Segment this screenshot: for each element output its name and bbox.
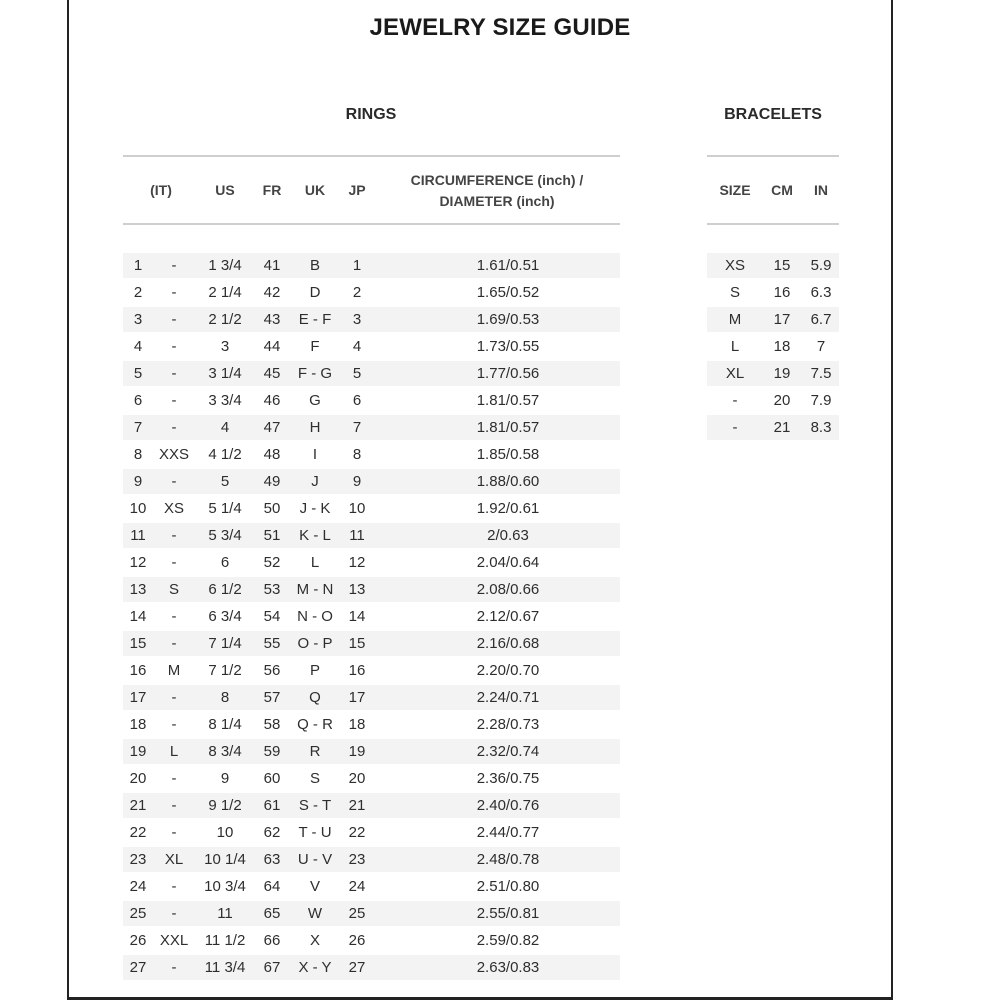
- cell-fr: 43: [263, 311, 281, 328]
- cell-circumference-diameter: 2.08/0.66: [476, 581, 540, 598]
- cell-uk: T - U: [298, 824, 332, 841]
- rings-table-row: [123, 739, 620, 764]
- cell-fr: 61: [263, 797, 281, 814]
- cell-jp: 7: [352, 419, 362, 436]
- cell-number: 16: [129, 662, 147, 679]
- cell-us: 6 3/4: [208, 608, 242, 625]
- cell-size: -: [732, 419, 738, 436]
- cell-cm: 15: [773, 257, 791, 274]
- cell-cm: 19: [773, 365, 791, 382]
- cell-us: 8 3/4: [208, 743, 242, 760]
- cell-circumference-diameter: 2.16/0.68: [476, 635, 540, 652]
- cell-jp: 20: [348, 770, 366, 787]
- cell-number: 6: [133, 392, 143, 409]
- cell-uk: L: [310, 554, 320, 571]
- cell-us: 6 1/2: [208, 581, 242, 598]
- cell-uk: M - N: [296, 581, 334, 598]
- cell-jp: 12: [348, 554, 366, 571]
- rings-header-jp: JP: [348, 182, 366, 198]
- cell-uk: R: [309, 743, 321, 760]
- cell-number: 22: [129, 824, 147, 841]
- cell-fr: 42: [263, 284, 281, 301]
- cell-number: 1: [133, 257, 143, 274]
- cell-in: 7.9: [810, 392, 832, 409]
- cell-jp: 8: [352, 446, 362, 463]
- cell-number: 12: [129, 554, 147, 571]
- cell-fr: 56: [263, 662, 281, 679]
- cell-jp: 3: [352, 311, 362, 328]
- rings-table-row: [123, 523, 620, 548]
- cell-uk: X - Y: [298, 959, 332, 976]
- cell-it: -: [171, 392, 177, 409]
- cell-circumference-diameter: 2.36/0.75: [476, 770, 540, 787]
- cell-us: 11 3/4: [204, 959, 246, 976]
- cell-fr: 48: [263, 446, 281, 463]
- cell-it: -: [171, 311, 177, 328]
- cell-circumference-diameter: 1.92/0.61: [476, 500, 540, 517]
- cell-number: 15: [129, 635, 147, 652]
- cell-circumference-diameter: 2.20/0.70: [476, 662, 540, 679]
- cell-circumference-diameter: 1.88/0.60: [476, 473, 540, 490]
- cell-number: 24: [129, 878, 147, 895]
- bracelets-header-in: IN: [814, 182, 828, 198]
- cell-uk: U - V: [297, 851, 333, 868]
- rings-header-it: (IT): [150, 182, 172, 198]
- rings-table-row: [123, 307, 620, 332]
- cell-it: M: [167, 662, 181, 679]
- cell-jp: 10: [348, 500, 366, 517]
- cell-uk: P: [309, 662, 320, 679]
- cell-number: 3: [133, 311, 143, 328]
- cell-in: 6.3: [810, 284, 832, 301]
- rings-table-row: [123, 388, 620, 413]
- cell-in: 7: [816, 338, 826, 355]
- cell-jp: 6: [352, 392, 362, 409]
- cell-jp: 23: [348, 851, 366, 868]
- rings-table-row: [123, 442, 620, 467]
- cell-us: 9 1/2: [208, 797, 242, 814]
- cell-us: 2 1/4: [208, 284, 242, 301]
- cell-it: XXL: [159, 932, 189, 949]
- cell-uk: N - O: [297, 608, 333, 625]
- bracelets-table-row: [707, 280, 839, 305]
- cell-size: -: [732, 392, 738, 409]
- cell-us: 9: [220, 770, 230, 787]
- cell-jp: 19: [348, 743, 366, 760]
- bracelets-table-row: [707, 361, 839, 386]
- cell-circumference-diameter: 2.51/0.80: [476, 878, 540, 895]
- cell-jp: 2: [352, 284, 362, 301]
- cell-cm: 20: [773, 392, 791, 409]
- cell-uk: Q - R: [297, 716, 333, 733]
- cell-fr: 52: [263, 554, 281, 571]
- cell-it: -: [171, 689, 177, 706]
- cell-uk: O - P: [297, 635, 333, 652]
- cell-fr: 46: [263, 392, 281, 409]
- cell-fr: 64: [263, 878, 281, 895]
- cell-us: 5 1/4: [208, 500, 242, 517]
- cell-jp: 24: [348, 878, 366, 895]
- cell-it: -: [171, 770, 177, 787]
- rings-table-row: [123, 793, 620, 818]
- rings-table-row: [123, 604, 620, 629]
- cell-fr: 50: [263, 500, 281, 517]
- cell-number: 11: [130, 527, 146, 544]
- cell-circumference-diameter: 1.65/0.52: [476, 284, 540, 301]
- cell-fr: 65: [263, 905, 281, 922]
- cell-jp: 4: [352, 338, 362, 355]
- cell-number: 21: [129, 797, 147, 814]
- cell-circumference-diameter: 2.32/0.74: [476, 743, 540, 760]
- cell-fr: 66: [263, 932, 281, 949]
- rings-table-row: [123, 496, 620, 521]
- rings-table-row: [123, 631, 620, 656]
- cell-jp: 18: [348, 716, 366, 733]
- cell-jp: 17: [348, 689, 366, 706]
- cell-circumference-diameter: 2.24/0.71: [476, 689, 540, 706]
- cell-fr: 45: [263, 365, 281, 382]
- rings-table-row: [123, 874, 620, 899]
- cell-jp: 15: [348, 635, 366, 652]
- cell-uk: Q: [309, 689, 321, 706]
- frame-left-border: [67, 0, 69, 1000]
- rings-header-top-divider: [123, 155, 620, 157]
- cell-us: 10: [216, 824, 234, 841]
- cell-jp: 25: [348, 905, 366, 922]
- cell-number: 10: [129, 500, 147, 517]
- cell-it: -: [171, 419, 177, 436]
- cell-uk: I: [312, 446, 318, 463]
- cell-us: 5: [220, 473, 230, 490]
- cell-fr: 41: [263, 257, 281, 274]
- cell-circumference-diameter: 2.44/0.77: [476, 824, 540, 841]
- cell-uk: V: [309, 878, 320, 895]
- cell-it: -: [171, 635, 177, 652]
- cell-us: 7 1/4: [208, 635, 242, 652]
- cell-jp: 27: [348, 959, 366, 976]
- cell-uk: E - F: [298, 311, 332, 328]
- rings-header-circumference: [380, 170, 614, 212]
- cell-number: 23: [129, 851, 147, 868]
- cell-circumference-diameter: 2.59/0.82: [476, 932, 540, 949]
- cell-us: 4: [220, 419, 230, 436]
- cell-number: 27: [129, 959, 147, 976]
- cell-uk: J: [311, 473, 319, 490]
- cell-cm: 18: [773, 338, 791, 355]
- cell-uk: W: [307, 905, 323, 922]
- rings-table-row: [123, 685, 620, 710]
- cell-number: 5: [133, 365, 143, 382]
- cell-us: 4 1/2: [208, 446, 242, 463]
- rings-table-row: [123, 550, 620, 575]
- cell-it: -: [171, 959, 177, 976]
- cell-fr: 63: [263, 851, 281, 868]
- cell-number: 9: [133, 473, 143, 490]
- cell-jp: 5: [352, 365, 362, 382]
- rings-table-row: [123, 577, 620, 602]
- bracelets-header-size: SIZE: [719, 182, 751, 198]
- cell-it: -: [171, 257, 177, 274]
- rings-table-row: [123, 766, 620, 791]
- rings-table-row: [123, 820, 620, 845]
- bracelets-table-row: [707, 253, 839, 278]
- rings-table-row: [123, 658, 620, 683]
- cell-us: 6: [220, 554, 230, 571]
- rings-table-row: [123, 955, 620, 980]
- cell-us: 8 1/4: [208, 716, 242, 733]
- cell-uk: G: [309, 392, 321, 409]
- cell-it: -: [171, 554, 177, 571]
- rings-table-row: [123, 280, 620, 305]
- cell-circumference-diameter: 1.61/0.51: [476, 257, 540, 274]
- cell-us: 3: [220, 338, 230, 355]
- cell-circumference-diameter: 2/0.63: [487, 527, 529, 544]
- cell-it: XS: [163, 500, 184, 517]
- cell-us: 2 1/2: [208, 311, 242, 328]
- cell-it: -: [171, 797, 177, 814]
- rings-table-row: [123, 712, 620, 737]
- cell-uk: S: [309, 770, 320, 787]
- cell-jp: 22: [348, 824, 366, 841]
- cell-us: 1 3/4: [208, 257, 242, 274]
- cell-it: -: [171, 608, 177, 625]
- cell-us: 10 1/4: [204, 851, 246, 868]
- cell-fr: 47: [263, 419, 281, 436]
- cell-circumference-diameter: 1.81/0.57: [476, 392, 540, 409]
- cell-fr: 53: [263, 581, 281, 598]
- cell-us: 7 1/2: [208, 662, 242, 679]
- bracelets-header-cm: CM: [771, 182, 793, 198]
- rings-table-row: [123, 361, 620, 386]
- cell-it: -: [171, 284, 177, 301]
- cell-uk: S - T: [298, 797, 332, 814]
- cell-fr: 49: [263, 473, 281, 490]
- cell-it: -: [171, 338, 177, 355]
- cell-circumference-diameter: 1.77/0.56: [476, 365, 540, 382]
- cell-fr: 44: [263, 338, 281, 355]
- rings-section-title: RINGS: [345, 106, 397, 123]
- cell-cm: 17: [773, 311, 791, 328]
- cell-cm: 16: [773, 284, 791, 301]
- cell-number: 8: [133, 446, 143, 463]
- cell-us: 3 3/4: [208, 392, 242, 409]
- cell-fr: 58: [263, 716, 281, 733]
- cell-size: XL: [725, 365, 745, 382]
- cell-fr: 54: [263, 608, 281, 625]
- cell-in: 6.7: [810, 311, 832, 328]
- cell-circumference-diameter: 2.04/0.64: [476, 554, 540, 571]
- cell-circumference-diameter: 2.40/0.76: [476, 797, 540, 814]
- cell-jp: 1: [352, 257, 362, 274]
- cell-number: 20: [129, 770, 147, 787]
- cell-number: 14: [129, 608, 147, 625]
- cell-number: 7: [133, 419, 143, 436]
- cell-size: L: [730, 338, 740, 355]
- rings-header-fr: FR: [262, 182, 282, 198]
- cell-uk: F - G: [297, 365, 333, 382]
- cell-in: 7.5: [810, 365, 832, 382]
- rings-header-us: US: [215, 182, 235, 198]
- cell-in: 8.3: [810, 419, 832, 436]
- cell-number: 13: [129, 581, 147, 598]
- cell-fr: 55: [263, 635, 281, 652]
- cell-jp: 13: [348, 581, 366, 598]
- cell-circumference-diameter: 2.28/0.73: [476, 716, 540, 733]
- cell-size: XS: [724, 257, 745, 274]
- rings-table-row: [123, 901, 620, 926]
- cell-circumference-diameter: 2.48/0.78: [476, 851, 540, 868]
- cell-it: XL: [164, 851, 184, 868]
- cell-it: S: [168, 581, 179, 598]
- bracelets-section-title: BRACELETS: [724, 106, 822, 123]
- cell-uk: D: [309, 284, 321, 301]
- cell-circumference-diameter: 2.55/0.81: [476, 905, 540, 922]
- cell-number: 18: [129, 716, 147, 733]
- cell-uk: B: [309, 257, 320, 274]
- bracelets-table-row: [707, 307, 839, 332]
- cell-circumference-diameter: 1.69/0.53: [476, 311, 540, 328]
- cell-number: 25: [129, 905, 147, 922]
- cell-size: M: [728, 311, 742, 328]
- cell-uk: F: [310, 338, 320, 355]
- bracelets-table-row: [707, 388, 839, 413]
- cell-jp: 26: [348, 932, 366, 949]
- frame-right-border: [891, 0, 893, 1000]
- rings-header-circumference-line1: CIRCUMFERENCE (inch) /: [410, 172, 584, 188]
- cell-it: -: [171, 527, 177, 544]
- cell-number: 17: [129, 689, 147, 706]
- cell-us: 5 3/4: [208, 527, 242, 544]
- cell-jp: 21: [348, 797, 366, 814]
- cell-it: -: [171, 878, 177, 895]
- cell-circumference-diameter: 1.81/0.57: [476, 419, 540, 436]
- rings-table-row: [123, 253, 620, 278]
- bracelets-table-row: [707, 415, 839, 440]
- rings-table-row: [123, 847, 620, 872]
- bracelets-table-row: [707, 334, 839, 359]
- cell-number: 26: [129, 932, 147, 949]
- cell-circumference-diameter: 2.12/0.67: [476, 608, 540, 625]
- cell-fr: 51: [263, 527, 281, 544]
- bracelets-header-bottom-divider: [707, 223, 839, 225]
- cell-fr: 60: [263, 770, 281, 787]
- cell-circumference-diameter: 1.85/0.58: [476, 446, 540, 463]
- rings-table-row: [123, 334, 620, 359]
- cell-number: 4: [133, 338, 143, 355]
- cell-uk: K - L: [299, 527, 331, 544]
- cell-uk: H: [309, 419, 321, 436]
- cell-us: 10 3/4: [204, 878, 246, 895]
- cell-us: 3 1/4: [208, 365, 242, 382]
- cell-in: 5.9: [810, 257, 832, 274]
- cell-it: -: [171, 824, 177, 841]
- cell-uk: J - K: [299, 500, 331, 517]
- cell-it: -: [171, 365, 177, 382]
- bracelets-header-top-divider: [707, 155, 839, 157]
- cell-fr: 62: [263, 824, 281, 841]
- cell-fr: 67: [263, 959, 281, 976]
- cell-size: S: [729, 284, 740, 301]
- cell-us: 11: [217, 905, 233, 922]
- cell-number: 19: [129, 743, 147, 760]
- rings-table-row: [123, 415, 620, 440]
- cell-us: 11 1/2: [204, 932, 246, 949]
- cell-jp: 11: [349, 527, 365, 544]
- cell-it: -: [171, 905, 177, 922]
- cell-cm: 21: [773, 419, 791, 436]
- rings-table-row: [123, 469, 620, 494]
- cell-fr: 57: [263, 689, 281, 706]
- cell-it: XXS: [158, 446, 189, 463]
- cell-it: L: [169, 743, 179, 760]
- cell-circumference-diameter: 1.73/0.55: [476, 338, 540, 355]
- cell-it: -: [171, 716, 177, 733]
- rings-table-row: [123, 928, 620, 953]
- cell-jp: 9: [352, 473, 362, 490]
- cell-jp: 16: [348, 662, 366, 679]
- page-title: JEWELRY SIZE GUIDE: [369, 14, 631, 41]
- rings-header-uk: UK: [304, 182, 326, 198]
- cell-uk: X: [309, 932, 320, 949]
- cell-circumference-diameter: 2.63/0.83: [476, 959, 540, 976]
- cell-jp: 14: [348, 608, 366, 625]
- cell-it: -: [171, 473, 177, 490]
- cell-number: 2: [133, 284, 143, 301]
- rings-header-circumference-line2: DIAMETER (inch): [439, 193, 555, 209]
- cell-us: 8: [220, 689, 230, 706]
- rings-header-bottom-divider: [123, 223, 620, 225]
- cell-fr: 59: [263, 743, 281, 760]
